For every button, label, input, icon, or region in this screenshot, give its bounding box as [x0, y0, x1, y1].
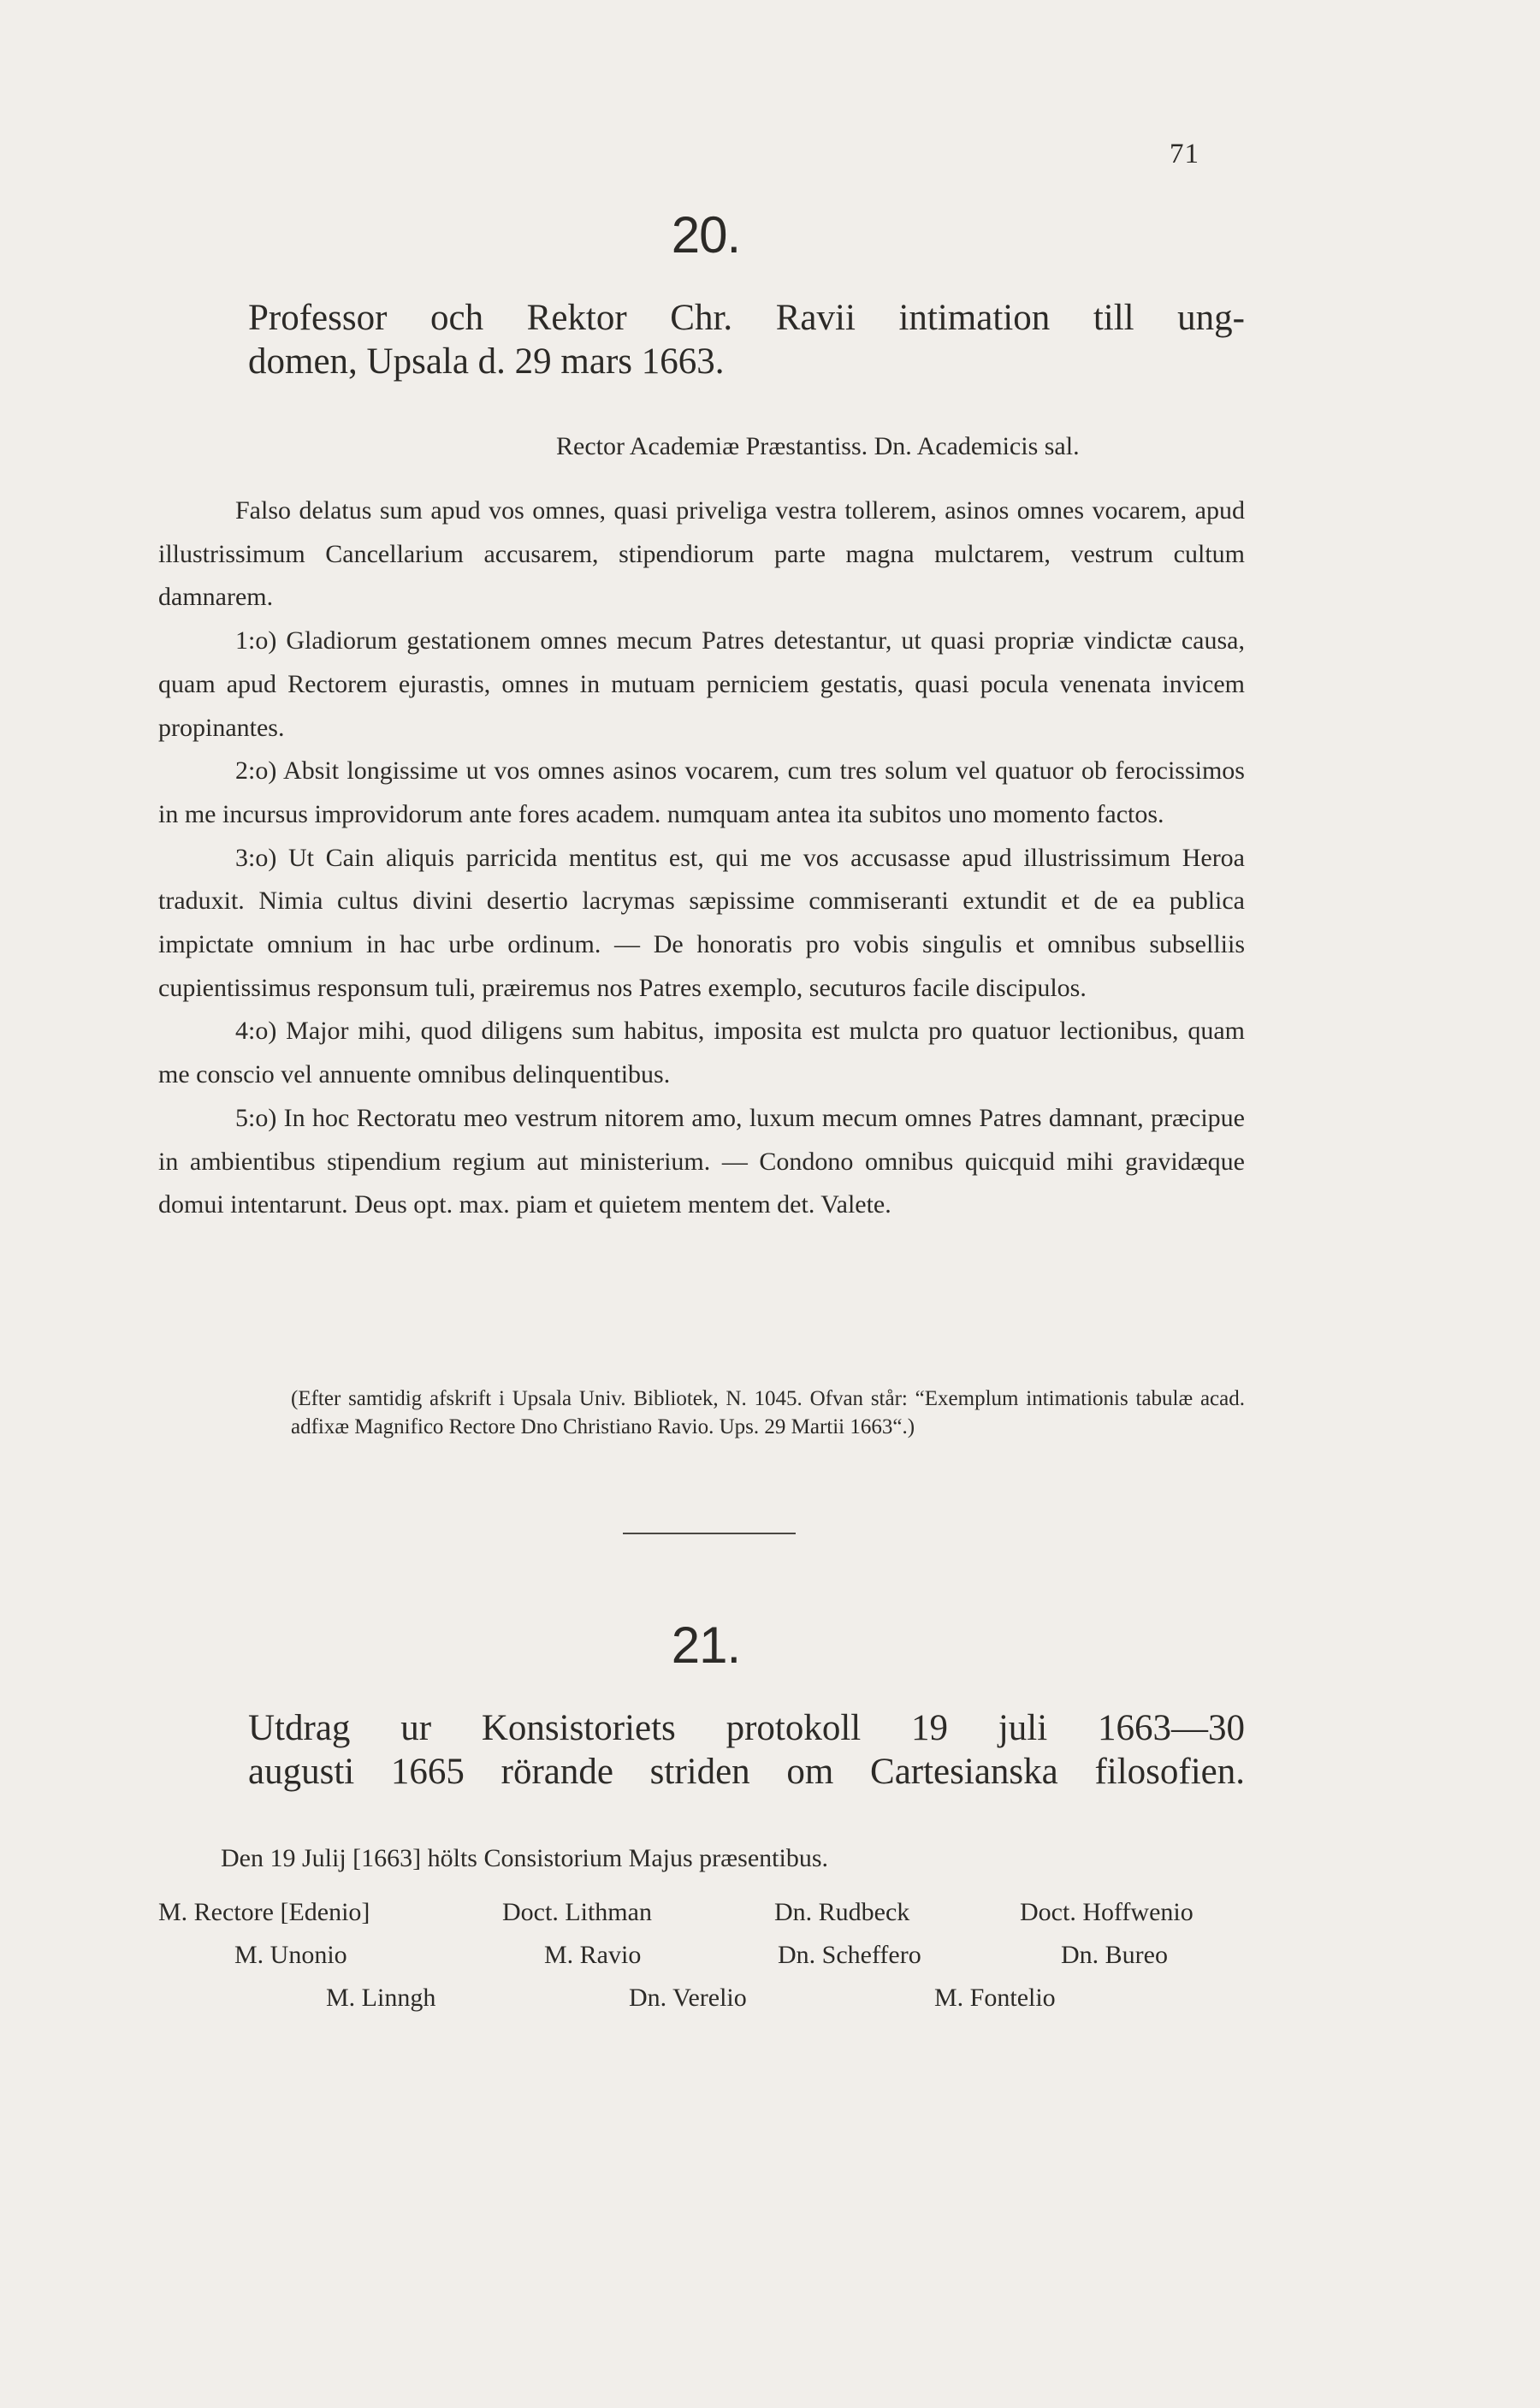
member-name: M. Rectore [Edenio]: [158, 1898, 370, 1926]
member-name: M. Ravio: [544, 1941, 642, 1969]
paragraph: 1:o) Gladiorum gestationem omnes mecum Patres detestantur, ut quasi propriæ vindictæ causa, quam apud Rectorem ejurastis, omnes in mutuam perniciem gestatis, quasi pocula venenata invicem propinantes.: [158, 626, 1245, 742]
paragraph: Falso delatus sum apud vos omnes, quasi priveliga vestra tollerem, asinos omnes vocarem, apud illustrissimum Cancellarium accusarem, stipendiorum parte magna mulctarem, vestrum cultum damnarem.: [158, 496, 1245, 612]
paragraph: 3:o) Ut Cain aliquis parricida mentitus est, qui me vos accusasse apud illustrissimum Heroa traduxit. Nimia cultus divini desertio lacrymas sæpissime commiseranti extundit et de ea publica impictate omnium in hac urbe ordinum. — De honoratis pro vobis singulis et omnibus subselliis cupientissimus responsum tuli, præiremus nos Patres exemplo, secuturos facile discipulos.: [158, 843, 1245, 1002]
members-row: [158, 1898, 1245, 1941]
title-line: augusti 1665 rörande striden om Cartesianska filosofien.: [248, 1752, 1245, 1792]
source-note: (Efter samtidig afskrift i Upsala Univ. Bibliotek, N. 1045. Ofvan står: “Exemplum intimationis tabulæ acad. adfixæ Magnifico Rectore Dno Christiano Ravio. Ups. 29 Martii 1663“.): [291, 1387, 1245, 1438]
page-number: 71: [1170, 139, 1199, 169]
member-name: Dn. Bureo: [1061, 1941, 1168, 1969]
document-title-21: [248, 1706, 1245, 1794]
title-line: Utdrag ur Konsistoriets protokoll 19 juli 1663—30: [248, 1708, 1245, 1748]
document-title-20: [248, 296, 1245, 383]
members-row: [158, 1941, 1245, 1984]
section-divider: [623, 1533, 796, 1534]
member-name: M. Linngh: [326, 1984, 436, 2012]
paragraph: 4:o) Major mihi, quod diligens sum habitus, imposita est mulcta pro quatuor lectionibus, quam me conscio vel annuente omnibus delinquentibus.: [158, 1017, 1245, 1089]
title-line: Professor och Rektor Chr. Ravii intimation till ung-: [248, 298, 1245, 338]
members-row: [158, 1984, 1245, 2026]
member-name: Dn. Rudbeck: [774, 1898, 910, 1926]
intimation-body: [158, 489, 1245, 1227]
document-number-20: 20.: [671, 206, 741, 264]
paragraph: 2:o) Absit longissime ut vos omnes asinos vocarem, cum tres solum vel quatuor ob ferocissimos in me incursus improvidorum ante fores academ. numquam antea ita subitos uno momento factos.: [158, 756, 1245, 828]
members-list: [158, 1898, 1245, 2026]
salutation: Rector Academiæ Præstantiss. Dn. Academicis sal.: [556, 432, 1080, 460]
member-name: Doct. Lithman: [502, 1898, 652, 1926]
member-name: M. Unonio: [234, 1941, 347, 1969]
consistorium-line: Den 19 Julij [1663] hölts Consistorium Majus præsentibus.: [221, 1844, 829, 1872]
member-name: Doct. Hoffwenio: [1020, 1898, 1194, 1926]
member-name: M. Fontelio: [934, 1984, 1056, 2012]
title-line: domen, Upsala d. 29 mars 1663.: [248, 341, 725, 382]
member-name: Dn. Verelio: [629, 1984, 747, 2012]
member-name: Dn. Scheffero: [778, 1941, 921, 1969]
paragraph: 5:o) In hoc Rectoratu meo vestrum nitorem amo, luxum mecum omnes Patres damnant, præcipue in ambientibus stipendium regium aut ministerium. — Condono omnibus quicquid mihi gravidæque domui intentarunt. Deus opt. max. piam et quietem mentem det. Valete.: [158, 1103, 1245, 1219]
document-number-21: 21.: [671, 1616, 741, 1674]
